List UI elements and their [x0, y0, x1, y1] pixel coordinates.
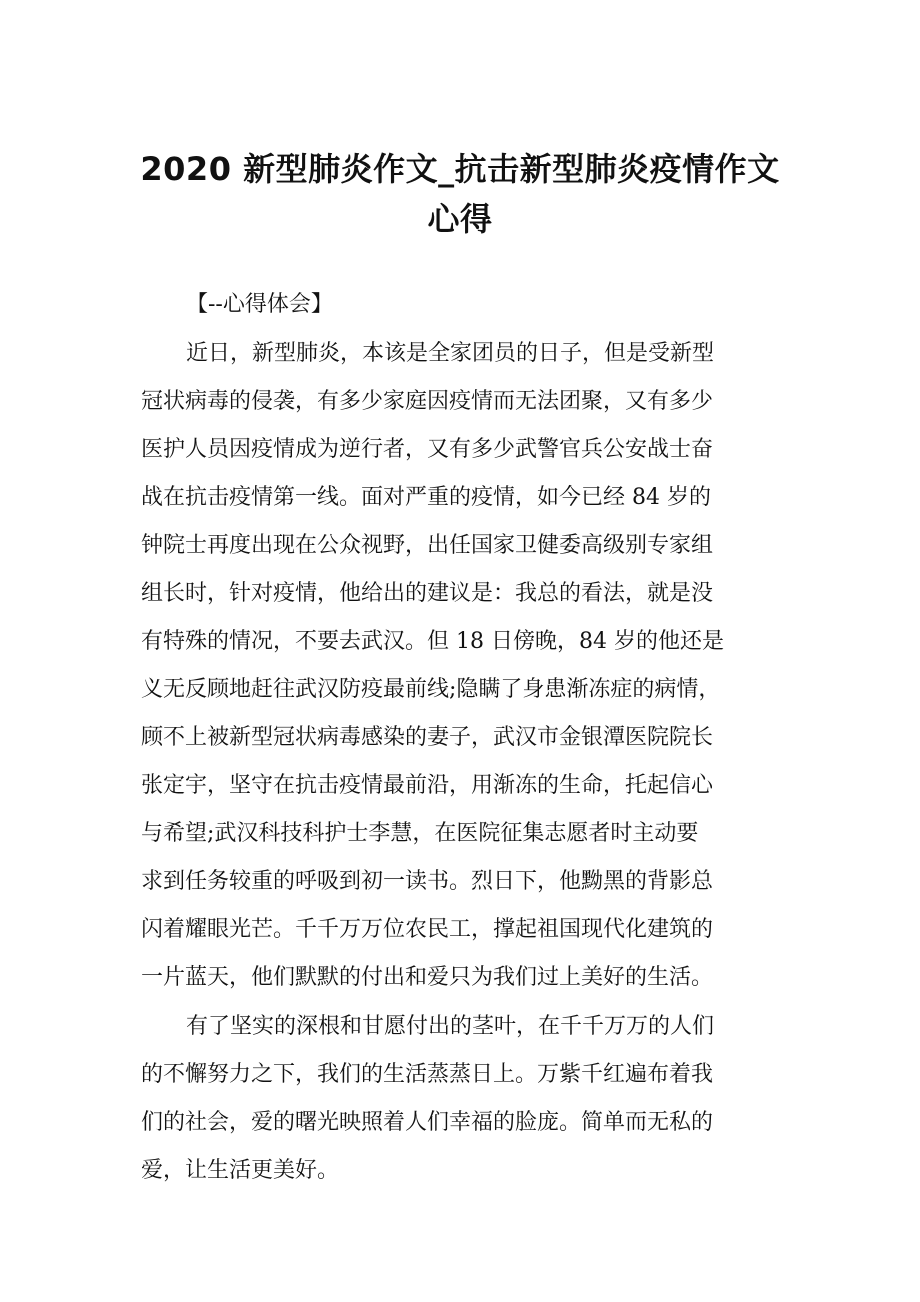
body-line: 求到任务较重的呼吸到初一读书。烈日下，他黝黑的背影总: [141, 869, 714, 894]
body-line: 战在抗击疫情第一线。面对严重的疫情，如今已经 84 岁的: [141, 485, 711, 510]
body-line: 顾不上被新型冠状病毒感染的妻子，武汉市金银潭医院院长: [141, 725, 714, 750]
body-line: 有了坚实的深根和甘愿付出的茎叶，在千千万万的人们: [186, 1014, 715, 1039]
body-line: 近日，新型肺炎，本该是全家团员的日子，但是受新型: [186, 341, 715, 366]
body-line: 有特殊的情况，不要去武汉。但 18 日傍晚，84 岁的他还是: [141, 629, 724, 654]
body-line: 闪着耀眼光芒。千千万万位农民工，撑起祖国现代化建筑的: [141, 917, 714, 942]
body-line: 医护人员因疫情成为逆行者，又有多少武警官兵公安战士奋: [141, 437, 714, 462]
body-line: 组长时，针对疫情，他给出的建议是：我总的看法，就是没: [141, 581, 714, 606]
body-line: 们的社会，爱的曙光映照着人们幸福的脸庞。简单而无私的: [141, 1110, 714, 1135]
body-line: 的不懈努力之下，我们的生活蒸蒸日上。万紫千红遍布着我: [141, 1062, 714, 1087]
body-line: 爱，让生活更美好。: [141, 1158, 340, 1183]
category-tag: 【--心得体会】: [186, 292, 333, 317]
title-line-2: 心得: [427, 200, 493, 238]
title-line-1: 2020 新型肺炎作文_抗击新型肺炎疫情作文: [140, 150, 780, 188]
body-line: 冠状病毒的侵袭，有多少家庭因疫情而无法团聚，又有多少: [141, 389, 714, 414]
body-line: 张定宇，坚守在抗击疫情最前沿，用渐冻的生命，托起信心: [141, 773, 714, 798]
body-line: 与希望;武汉科技科护士李慧，在医院征集志愿者时主动要: [141, 821, 699, 846]
document-title: [120, 144, 800, 244]
body-line: 一片蓝天，他们默默的付出和爱只为我们过上美好的生活。: [141, 965, 714, 990]
body-line: 义无反顾地赶往武汉防疫最前线;隐瞒了身患渐冻症的病情，: [141, 677, 721, 702]
body-line: 钟院士再度出现在公众视野，出任国家卫健委高级别专家组: [141, 533, 714, 558]
